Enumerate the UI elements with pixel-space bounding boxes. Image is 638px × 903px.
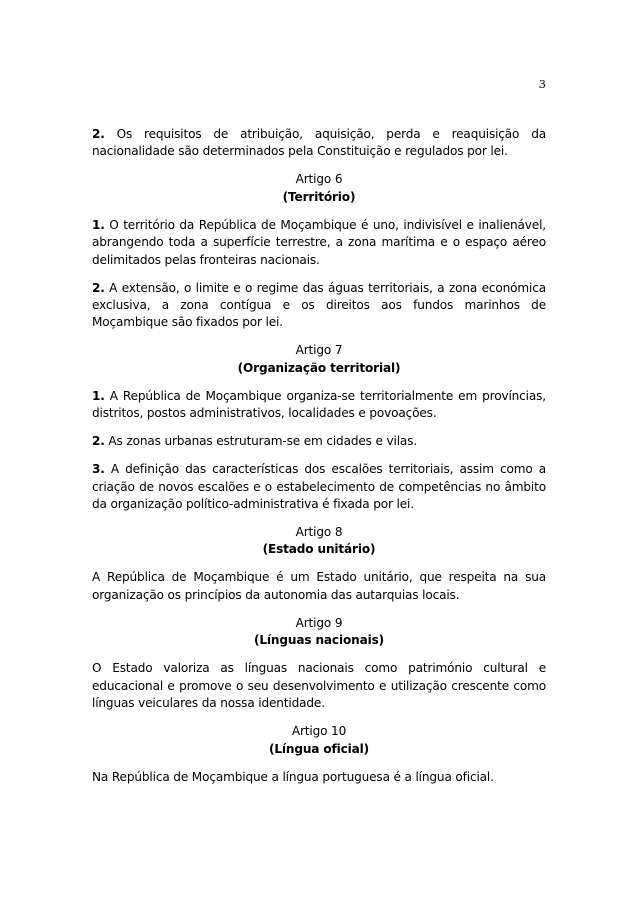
paragraph bbox=[92, 126, 546, 161]
paragraph bbox=[92, 461, 546, 513]
paragraph-number: 1. bbox=[92, 388, 105, 403]
article-heading: Artigo 10 bbox=[291, 724, 347, 739]
article-heading: Artigo 6 bbox=[295, 172, 343, 187]
article-title: (Língua oficial) bbox=[268, 741, 370, 756]
paragraph-text: Os requisitos de atribuição, aquisição, perda e reaquisição da nacionalidade são determinados pela Constituição e regulados por lei. bbox=[92, 127, 546, 159]
paragraph-text: Na República de Moçambique a língua portuguesa é a língua oficial. bbox=[92, 769, 494, 784]
article-heading: Artigo 8 bbox=[295, 525, 343, 540]
article-title: (Estado unitário) bbox=[262, 542, 376, 557]
paragraph-number: 1. bbox=[92, 217, 105, 232]
article-heading: Artigo 9 bbox=[295, 615, 343, 630]
paragraph bbox=[92, 660, 546, 712]
paragraph bbox=[92, 217, 546, 269]
paragraph-text: A República de Moçambique é um Estado unitário, que respeita na sua organização os princípios da autonomia das autarquias locais. bbox=[92, 570, 546, 602]
paragraph-text: O Estado valoriza as línguas nacionais como património cultural e educacional e promove o seu desenvolvimento e utilização crescente como línguas veiculares da nossa identidade. bbox=[92, 661, 546, 711]
paragraph-text: O território da República de Moçambique é uno, indivisível e inalienável, abrangendo toda a superfície terrestre, a zona marítima e o espaço aéreo delimitados pelas fronteiras nacionais. bbox=[92, 217, 546, 267]
document-body bbox=[92, 126, 546, 797]
article-title: (Território) bbox=[282, 189, 356, 204]
paragraph-text: A República de Moçambique organiza-se territorialmente em províncias, distritos, postos administrativos, localidades e povoações. bbox=[92, 388, 546, 421]
paragraph bbox=[92, 569, 546, 604]
paragraph bbox=[92, 433, 546, 450]
paragraph-text: As zonas urbanas estruturam-se em cidades e vilas. bbox=[104, 434, 418, 449]
paragraph bbox=[92, 388, 546, 423]
page-number: 3 bbox=[538, 77, 546, 91]
article-title: (Organização territorial) bbox=[237, 360, 401, 375]
paragraph-text: A extensão, o limite e o regime das águas territoriais, a zona económica exclusiva, a zona contígua e os direitos aos fundos marinhos de Moçambique são fixados por lei. bbox=[92, 280, 546, 330]
paragraph-text: A definição das características dos escalões territoriais, assim como a criação de novos escalões e o estabelecimento de competências no âmbito da organização político-administrativa é fixada por lei. bbox=[92, 462, 546, 512]
article-heading: Artigo 7 bbox=[295, 343, 343, 358]
paragraph-number: 2. bbox=[92, 434, 105, 449]
paragraph bbox=[92, 280, 546, 332]
paragraph-number: 3. bbox=[92, 462, 105, 477]
paragraph-number: 2. bbox=[92, 127, 105, 141]
article-title: (Línguas nacionais) bbox=[253, 633, 384, 648]
paragraph bbox=[92, 769, 546, 786]
paragraph-number: 2. bbox=[92, 280, 105, 295]
